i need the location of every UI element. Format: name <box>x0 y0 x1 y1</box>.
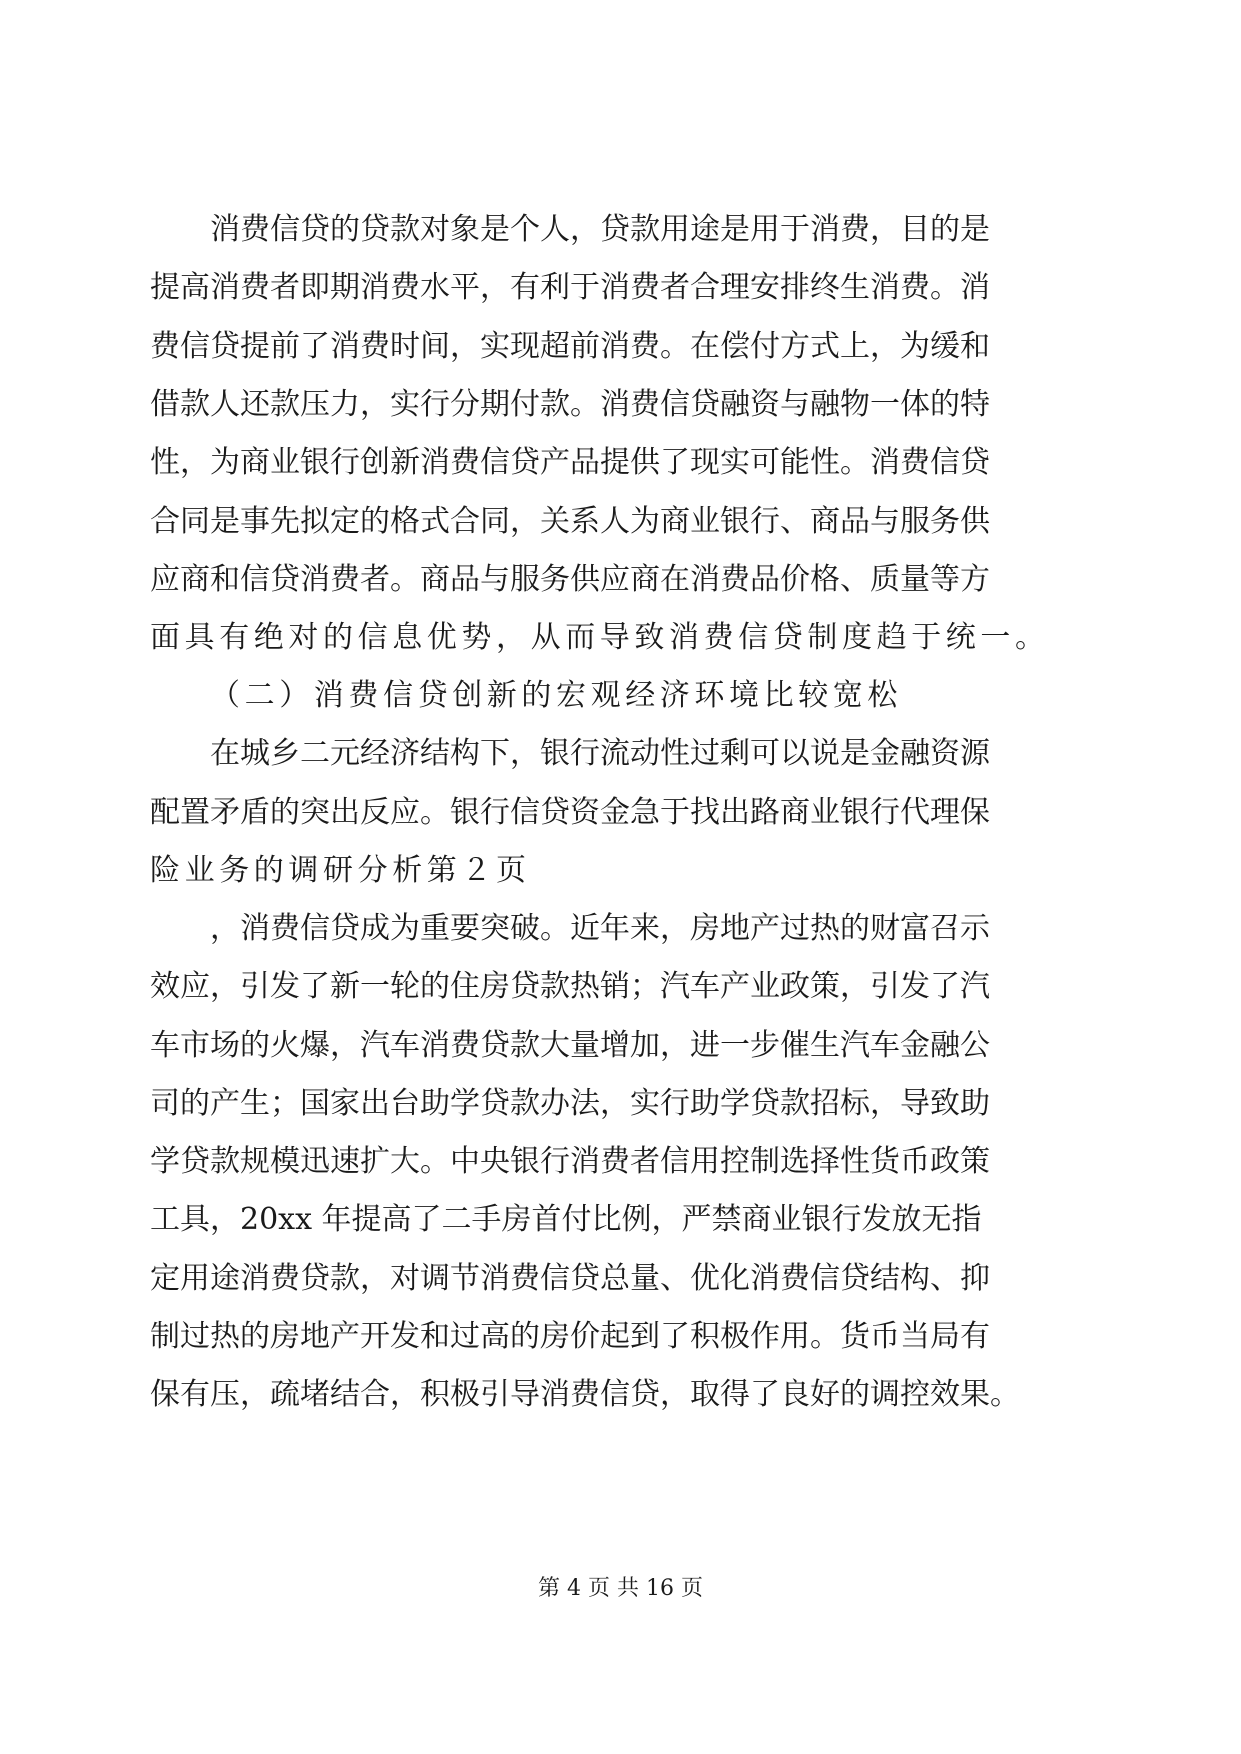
paragraph-line: 学贷款规模迅速扩大。中央银行消费者信用控制选择性货币政策 <box>150 1144 990 1179</box>
paragraph-line: 费信贷提前了消费时间，实现超前消费。在偿付方式上，为缓和 <box>150 329 990 364</box>
paragraph-line: 在城乡二元经济结构下，银行流动性过剩可以说是金融资源 <box>210 736 990 771</box>
paragraph-line: ，消费信贷成为重要突破。近年来，房地产过热的财富召示 <box>210 911 990 946</box>
paragraph-line: 合同是事先拟定的格式合同，关系人为商业银行、商品与服务供 <box>150 504 990 539</box>
paragraph-line: 工具，20xx 年提高了二手房首付比例，严禁商业银行发放无指 <box>150 1202 982 1237</box>
paragraph-line: 配置矛盾的突出反应。银行信贷资金急于找出路商业银行代理保 <box>150 795 990 830</box>
paragraph-line: 车市场的火爆，汽车消费贷款大量增加，进一步催生汽车金融公 <box>150 1028 990 1063</box>
paragraph-line: 应商和信贷消费者。商品与服务供应商在消费品价格、质量等方 <box>150 562 990 597</box>
paragraph-line: 面具有绝对的信息优势，从而导致消费信贷制度趋于统一。 <box>150 620 1050 655</box>
section-heading: （二）消费信贷创新的宏观经济环境比较宽松 <box>210 678 902 713</box>
paragraph-line: 制过热的房地产开发和过高的房价起到了积极作用。货币当局有 <box>150 1319 990 1354</box>
paragraph-line: 险业务的调研分析第２页 <box>150 853 531 888</box>
paragraph-line: 司的产生；国家出台助学贷款办法，实行助学贷款招标，导致助 <box>150 1086 990 1121</box>
paragraph-line: 效应，引发了新一轮的住房贷款热销；汽车产业政策，引发了汽 <box>150 969 990 1004</box>
paragraph-line: 消费信贷的贷款对象是个人，贷款用途是用于消费，目的是 <box>210 212 990 247</box>
paragraph-line: 保有压，疏堵结合，积极引导消费信贷，取得了良好的调控效果。 <box>150 1377 1020 1412</box>
paragraph-line: 借款人还款压力，实行分期付款。消费信贷融资与融物一体的特 <box>150 387 990 422</box>
paragraph-line: 提高消费者即期消费水平，有利于消费者合理安排终生消费。消 <box>150 270 990 305</box>
paragraph-line: 性，为商业银行创新消费信贷产品提供了现实可能性。消费信贷 <box>150 445 990 480</box>
paragraph-line: 定用途消费贷款，对调节消费信贷总量、优化消费信贷结构、抑 <box>150 1261 990 1296</box>
page-number-footer: 第 4 页 共 16 页 <box>538 1576 703 1601</box>
